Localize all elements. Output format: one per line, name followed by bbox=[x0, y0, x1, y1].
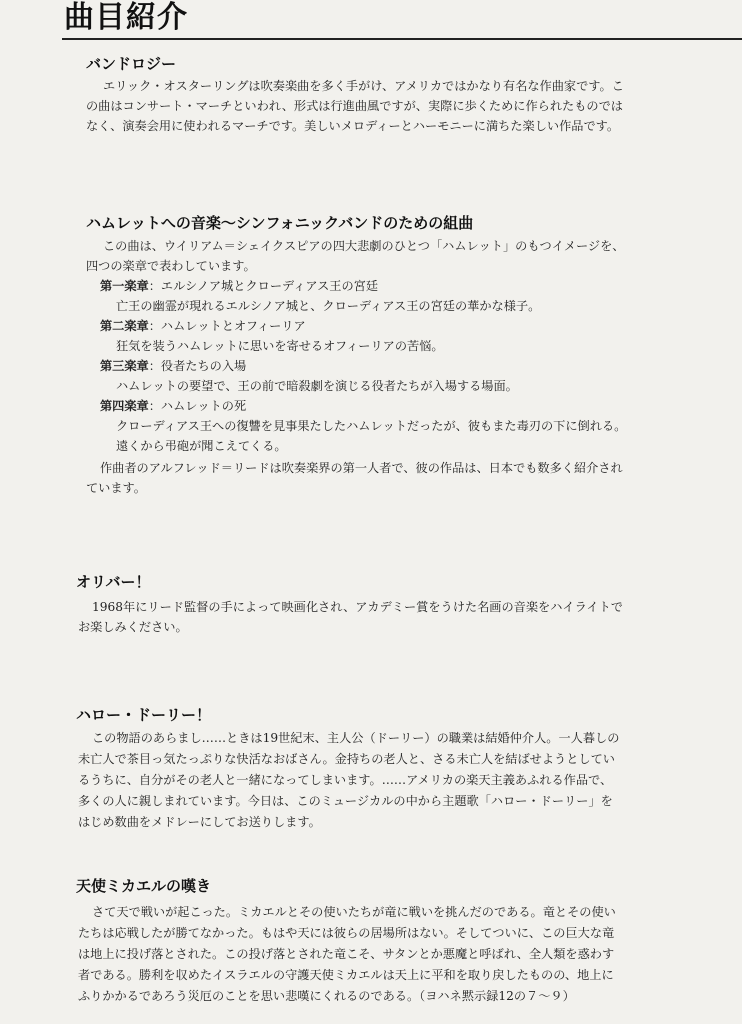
text-line: さて天で戦いが起こった。ミカエルとその使いたちが竜に戦いを挑んだのである。竜とその使い bbox=[92, 905, 616, 919]
section-title: 天使ミカエルの嘆き bbox=[76, 877, 212, 895]
text-line: たちは応戦したが勝てなかった。もはや天には彼らの居場所はない。そしてついに、この巨大な竜 bbox=[78, 926, 615, 940]
text-line: の曲はコンサート・マーチといわれ、形式は行進曲風ですが、実際に歩くために作られたものでは bbox=[86, 99, 623, 113]
text-line: 者である。勝利を収めたイスラエルの守護天使ミカエルは天上に平和を取り戻したものの、地上に bbox=[78, 968, 614, 982]
text-line: 多くの人に親しまれています。今日は、このミュージカルの中から主題歌「ハロー・ドーリー」を bbox=[78, 794, 613, 808]
movement-label: 第四楽章 bbox=[100, 399, 149, 413]
movement-name: ：ハムレットとオフィーリア bbox=[148, 319, 306, 333]
section-title: バンドロジー bbox=[86, 55, 177, 73]
movement-label: 第二楽章 bbox=[100, 319, 149, 333]
text-line: ふりかかるであろう災厄のことを思い悲嘆にくれるのである。（ヨハネ黙示録12の７〜９） bbox=[78, 989, 575, 1003]
text-line: 作曲者のアルフレッド＝リードは吹奏楽界の第一人者で、彼の作品は、日本でも数多く紹介され bbox=[100, 461, 623, 475]
movement-name: ：ハムレットの死 bbox=[148, 399, 247, 413]
movement-name: ：役者たちの入場 bbox=[148, 359, 247, 373]
movement-label: 第三楽章 bbox=[100, 359, 149, 373]
text-line: はじめ数曲をメドレーにしてお送りします。 bbox=[78, 815, 321, 829]
text-line: は地上に投げ落とされた。この投げ落とされた竜こそ、サタンとか悪魔と呼ばれ、全人類を惑わす bbox=[78, 947, 615, 961]
text-line: この曲は、ウイリアム＝シェイクスピアの四大悲劇のひとつ「ハムレット」のもつイメージを、 bbox=[103, 239, 625, 253]
text-line: エリック・オスターリングは吹奏楽曲を多く手がけ、アメリカではかなり有名な作曲家です。こ bbox=[103, 79, 624, 93]
movement-heading bbox=[100, 316, 306, 336]
text-line: ています。 bbox=[86, 481, 146, 495]
text-line: 四つの楽章で表わしています。 bbox=[86, 259, 256, 273]
text-line: 未亡人で茶目っ気たっぷりな快活なおばさん。金持ちの老人と、さる未亡人を結ばせようとしてい bbox=[78, 752, 615, 766]
text-line: お楽しみください。 bbox=[78, 620, 188, 634]
section-title: ハロー・ドーリー！ bbox=[76, 706, 212, 724]
section-title: ハムレットへの音楽〜シンフォニックバンドのための組曲 bbox=[86, 214, 474, 232]
movement-desc: 遠くから弔砲が聞こえてくる。 bbox=[116, 439, 287, 453]
text-line: この物語のあらまし……ときは19世紀末、主人公（ドーリー）の職業は結婚仲介人。一人暮しの bbox=[92, 731, 620, 745]
movement-name: ：エルシノア城とクローディアス王の宮廷 bbox=[148, 279, 379, 293]
movement-heading bbox=[100, 396, 246, 416]
text-line: るうちに、自分がその老人と一緒になってしまいます。……アメリカの楽天主義あふれる作品で、 bbox=[78, 773, 613, 787]
movement-desc: 狂気を装うハムレットに思いを寄せるオフィーリアの苦悩。 bbox=[116, 339, 444, 353]
page-header bbox=[62, 0, 742, 40]
movement-desc: 亡王の幽霊が現れるエルシノア城と、クローディアス王の宮廷の華かな様子。 bbox=[116, 299, 541, 313]
movement-desc: ハムレットの要望で、王の前で暗殺劇を演じる役者たちが入場する場面。 bbox=[116, 379, 518, 393]
movement-heading bbox=[100, 356, 246, 376]
section-title: オリバー！ bbox=[76, 573, 151, 591]
movement-heading bbox=[100, 276, 378, 296]
movement-desc: クローディアス王への復讐を見事果たしたハムレットだったが、彼もまた毒刃の下に倒れる。 bbox=[116, 419, 627, 433]
text-line: なく、演奏会用に使われるマーチです。美しいメロディーとハーモニーに満ちた楽しい作品です。 bbox=[86, 119, 620, 133]
page-title: 曲目紹介 bbox=[64, 0, 188, 35]
text-line: 1968年にリード監督の手によって映画化され、アカデミー賞をうけた名画の音楽をハイライトで bbox=[92, 600, 623, 614]
movement-label: 第一楽章 bbox=[100, 279, 149, 293]
